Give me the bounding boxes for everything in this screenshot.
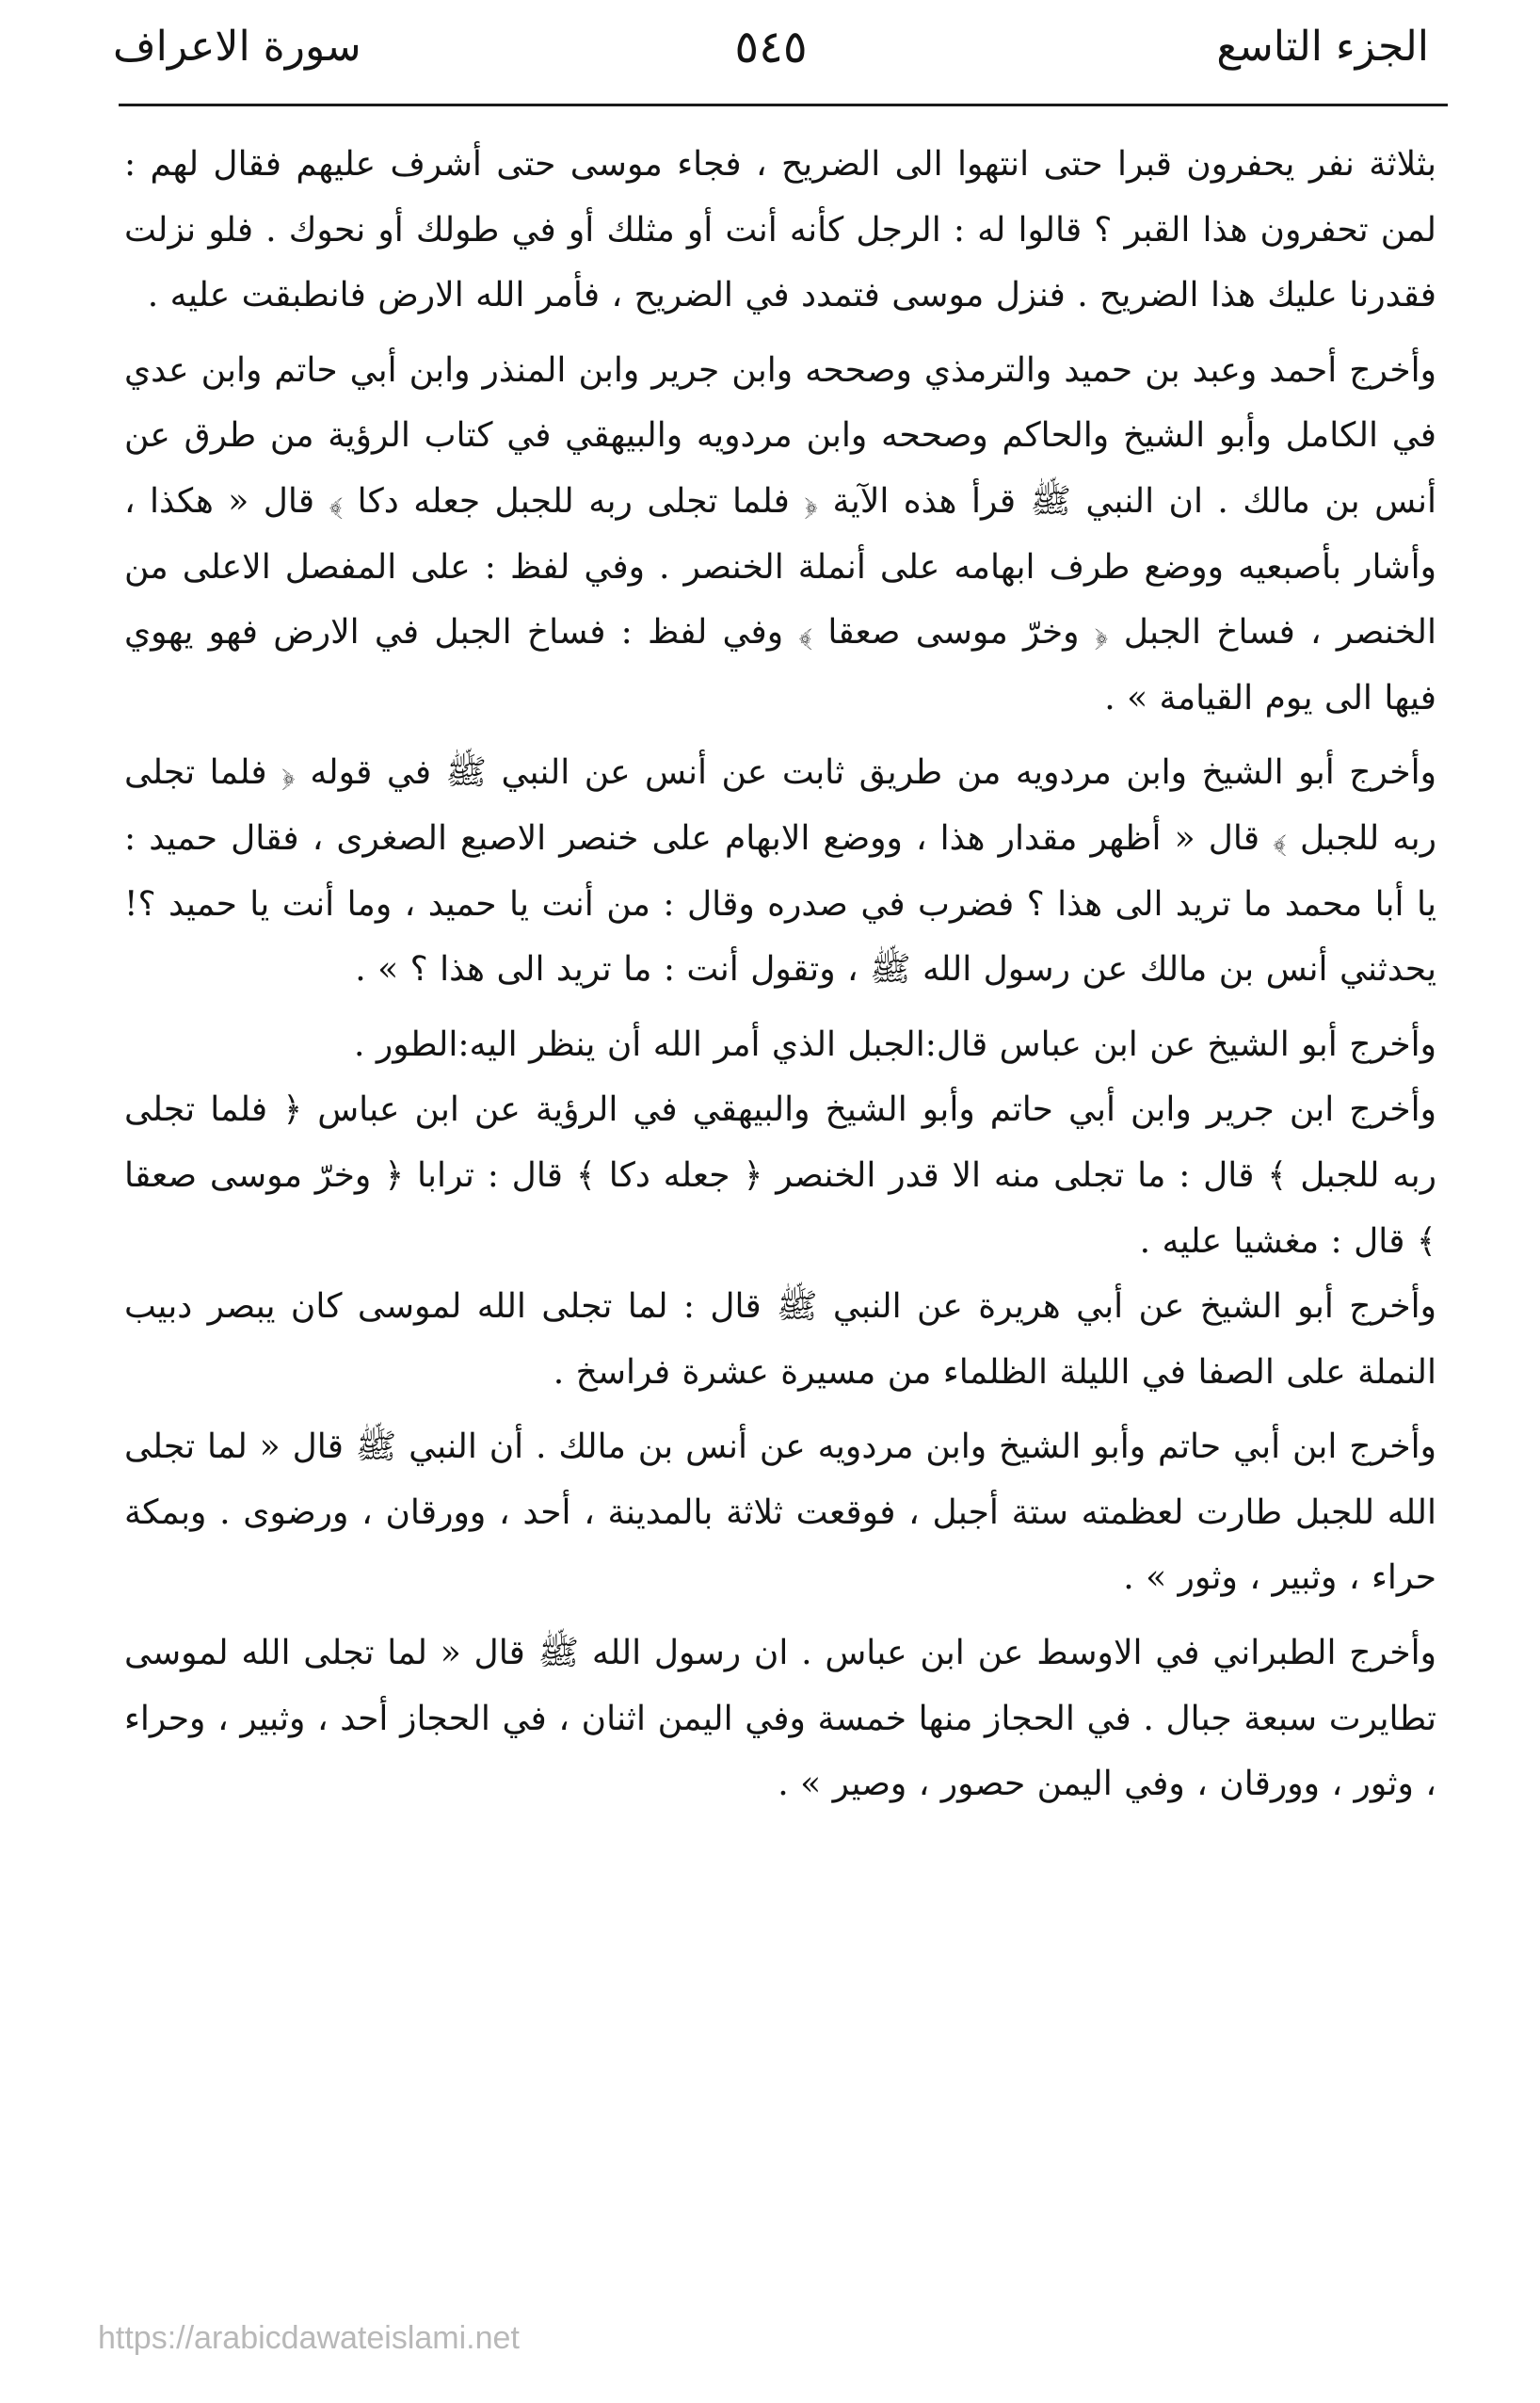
paragraph-3: وأخرج أبو الشيخ وابن مردويه من طريق ثابت عن أنس عن النبي ﷺ في قوله ﴿ فلما تجلى ربه للجبل ﴾ قال « أظهر مقدار هذا ، ووضع الابهام على خنصر الاصبع الصغرى ، فقال حميد : يا أبا محمد ما تريد الى هذا ؟ فضرب في صدره وقال : من أنت يا حميد ، وما أنت يا حميد ؟! يحدثني أنس بن مالك عن رسول الله ﷺ ، وتقول أنت : ما تريد الى هذا ؟ » .	[124, 753, 1436, 990]
page-number: ٥٤٥	[734, 21, 808, 73]
paragraph-2: وأخرج أحمد وعبد بن حميد والترمذي وصححه وابن جرير وابن المنذر وابن أبي حاتم وابن عدي في الكامل وأبو الشيخ والحاكم وصححه وابن مردويه والبيهقي في كتاب الرؤية من طرق عن أنس بن مالك . ان النبي ﷺ قرأ هذه الآية ﴿ فلما تجلى ربه للجبل جعله دكا ﴾ قال « هكذا ، وأشار بأصبعيه ووضع طرف ابهامه على أنملة الخنصر . وفي لفظ : على المفصل الاعلى من الخنصر ، فساخ الجبل ﴿ وخرّ موسى صعقا ﴾ وفي لفظ : فساخ الجبل في الارض فهو يهوي فيها الى يوم القيامة » .	[124, 350, 1436, 718]
page-body	[124, 132, 1436, 1817]
page-header	[113, 13, 1429, 81]
source-watermark: https://arabicdawateislami.net	[98, 2320, 520, 2356]
paragraph-5: وأخرج ابن جرير وابن أبي حاتم وأبو الشيخ والبيهقي في الرؤية عن ابن عباس ﴿ فلما تجلى ربه للجبل ﴾ قال : ما تجلى منه الا قدر الخنصر ﴿ جعله دكا ﴾ قال : ترابا ﴿ وخرّ موسى صعقا ﴾ قال : مغشيا عليه .	[124, 1090, 1436, 1261]
paragraph-6: وأخرج أبو الشيخ عن أبي هريرة عن النبي ﷺ قال : لما تجلى الله لموسى كان يبصر دبيب النملة على الصفا في الليلة الظلماء من مسيرة عشرة فراسخ .	[124, 1287, 1436, 1392]
paragraph-1: بثلاثة نفر يحفرون قبرا حتى انتهوا الى الضريح ، فجاء موسى حتى أشرف عليهم فقال لهم : لمن تحفرون هذا القبر ؟ قالوا له : الرجل كأنه أنت أو مثلك أو في طولك أو نحوك . فلو نزلت فقدرنا عليك هذا الضريح . فنزل موسى فتمدد في الضريح ، فأمر الله الارض فانطبقت عليه .	[124, 145, 1436, 315]
juz-label: الجزء التاسع	[1216, 23, 1429, 71]
paragraph-8: وأخرج الطبراني في الاوسط عن ابن عباس . ان رسول الله ﷺ قال « لما تجلى الله لموسى تطايرت سبعة جبال . في الحجاز منها خمسة وفي اليمن اثنان ، في الحجاز أحد ، وثبير ، وحراء ، وثور ، وورقان ، وفي اليمن حصور ، وصير » .	[124, 1634, 1436, 1804]
paragraph-7: وأخرج ابن أبي حاتم وأبو الشيخ وابن مردويه عن أنس بن مالك . أن النبي ﷺ قال « لما تجلى الله للجبل طارت لعظمته ستة أجبل ، فوقعت ثلاثة بالمدينة ، أحد ، وورقان ، ورضوى . وبمكة حراء ، وثبير ، وثور » .	[124, 1427, 1436, 1598]
header-rule	[119, 104, 1448, 106]
paragraph-4: وأخرج أبو الشيخ عن ابن عباس قال:الجبل الذي أمر الله أن ينظر اليه:الطور .	[354, 1024, 1436, 1064]
surah-label: سورة الاعراف	[113, 23, 361, 71]
